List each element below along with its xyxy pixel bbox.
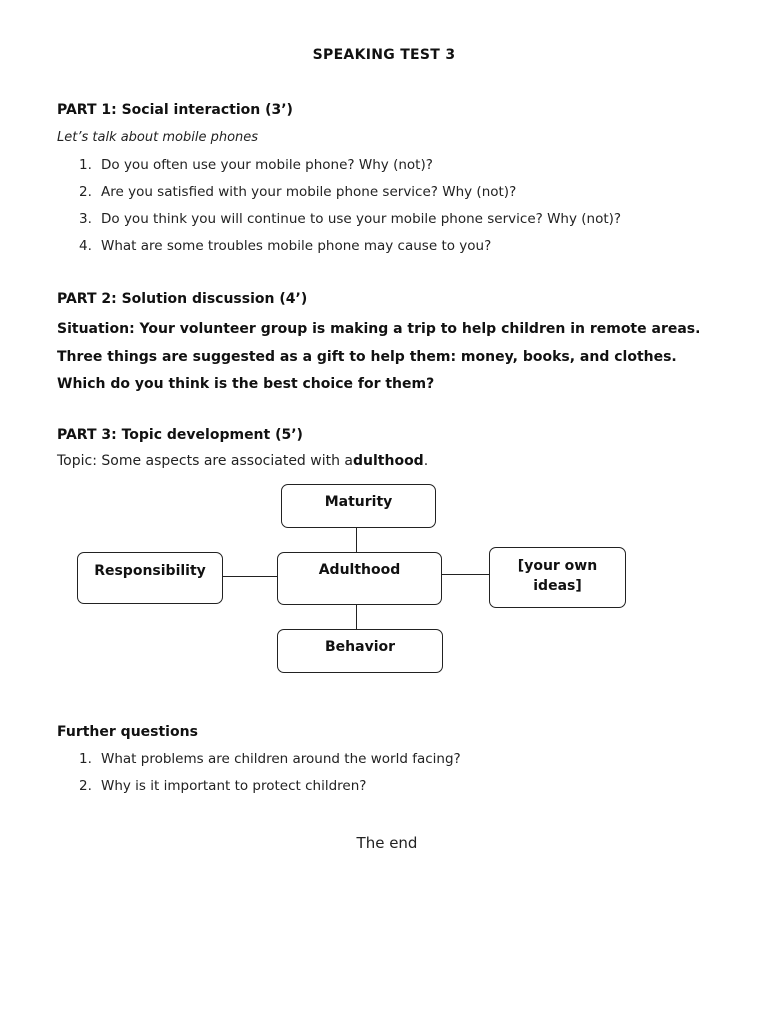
list-item-text: Are you satisfied with your mobile phone service? Why (not)? [101, 184, 517, 200]
part3-topic [57, 453, 428, 469]
diagram-node-left [77, 552, 223, 604]
diagram-node-top [281, 484, 436, 528]
further-heading: Further questions [57, 724, 198, 740]
connector-bottom [356, 605, 357, 629]
part2-heading: PART 2: Solution discussion (4’) [57, 291, 308, 307]
list-item-number: 2. [79, 778, 92, 794]
topic-suffix: . [423, 453, 429, 469]
list-item-text: What are some troubles mobile phone may cause to you? [101, 238, 492, 254]
list-item-number: 1. [79, 157, 92, 173]
node-label: Adulthood [318, 562, 401, 578]
node-label: Responsibility [94, 563, 206, 579]
part2-situation: Situation: Your volunteer group is making a trip to help children in remote areas. Three things are suggested as a gift to help them: money, books, and clothes. Which do you think is the best choice for them? [57, 321, 701, 392]
list-item-text: Why is it important to protect children? [101, 778, 367, 794]
diagram-node-bottom [277, 629, 443, 673]
page-title: SPEAKING TEST 3 [312, 47, 456, 63]
list-item [0, 184, 768, 202]
list-item-text: What problems are children around the world facing? [101, 751, 461, 767]
end-text: The end [356, 834, 418, 852]
list-item [0, 778, 768, 796]
topic-prefix: Topic: Some aspects are associated with a [57, 453, 353, 469]
part3-heading: PART 3: Topic development (5’) [57, 427, 303, 443]
topic-bold: dulthood [353, 453, 424, 469]
part1-intro: Let’s talk about mobile phones [57, 130, 259, 145]
list-item-number: 2. [79, 184, 92, 200]
list-item-number: 1. [79, 751, 92, 767]
diagram-node-right [489, 547, 626, 608]
list-item-text: Do you often use your mobile phone? Why (not)? [101, 157, 433, 173]
list-item [0, 238, 768, 256]
list-item [0, 751, 768, 769]
connector-right [442, 574, 489, 575]
connector-left [223, 576, 277, 577]
list-item-number: 3. [79, 211, 92, 227]
node-label: Behavior [324, 639, 396, 655]
list-item [0, 157, 768, 175]
node-label: [your own ideas] [517, 558, 598, 594]
part1-heading: PART 1: Social interaction (3’) [57, 102, 293, 118]
node-label: Maturity [324, 494, 393, 510]
list-item-number: 4. [79, 238, 92, 254]
connector-top [356, 528, 357, 552]
diagram-node-center [277, 552, 442, 605]
list-item-text: Do you think you will continue to use your mobile phone service? Why (not)? [101, 211, 622, 227]
list-item [0, 211, 768, 229]
